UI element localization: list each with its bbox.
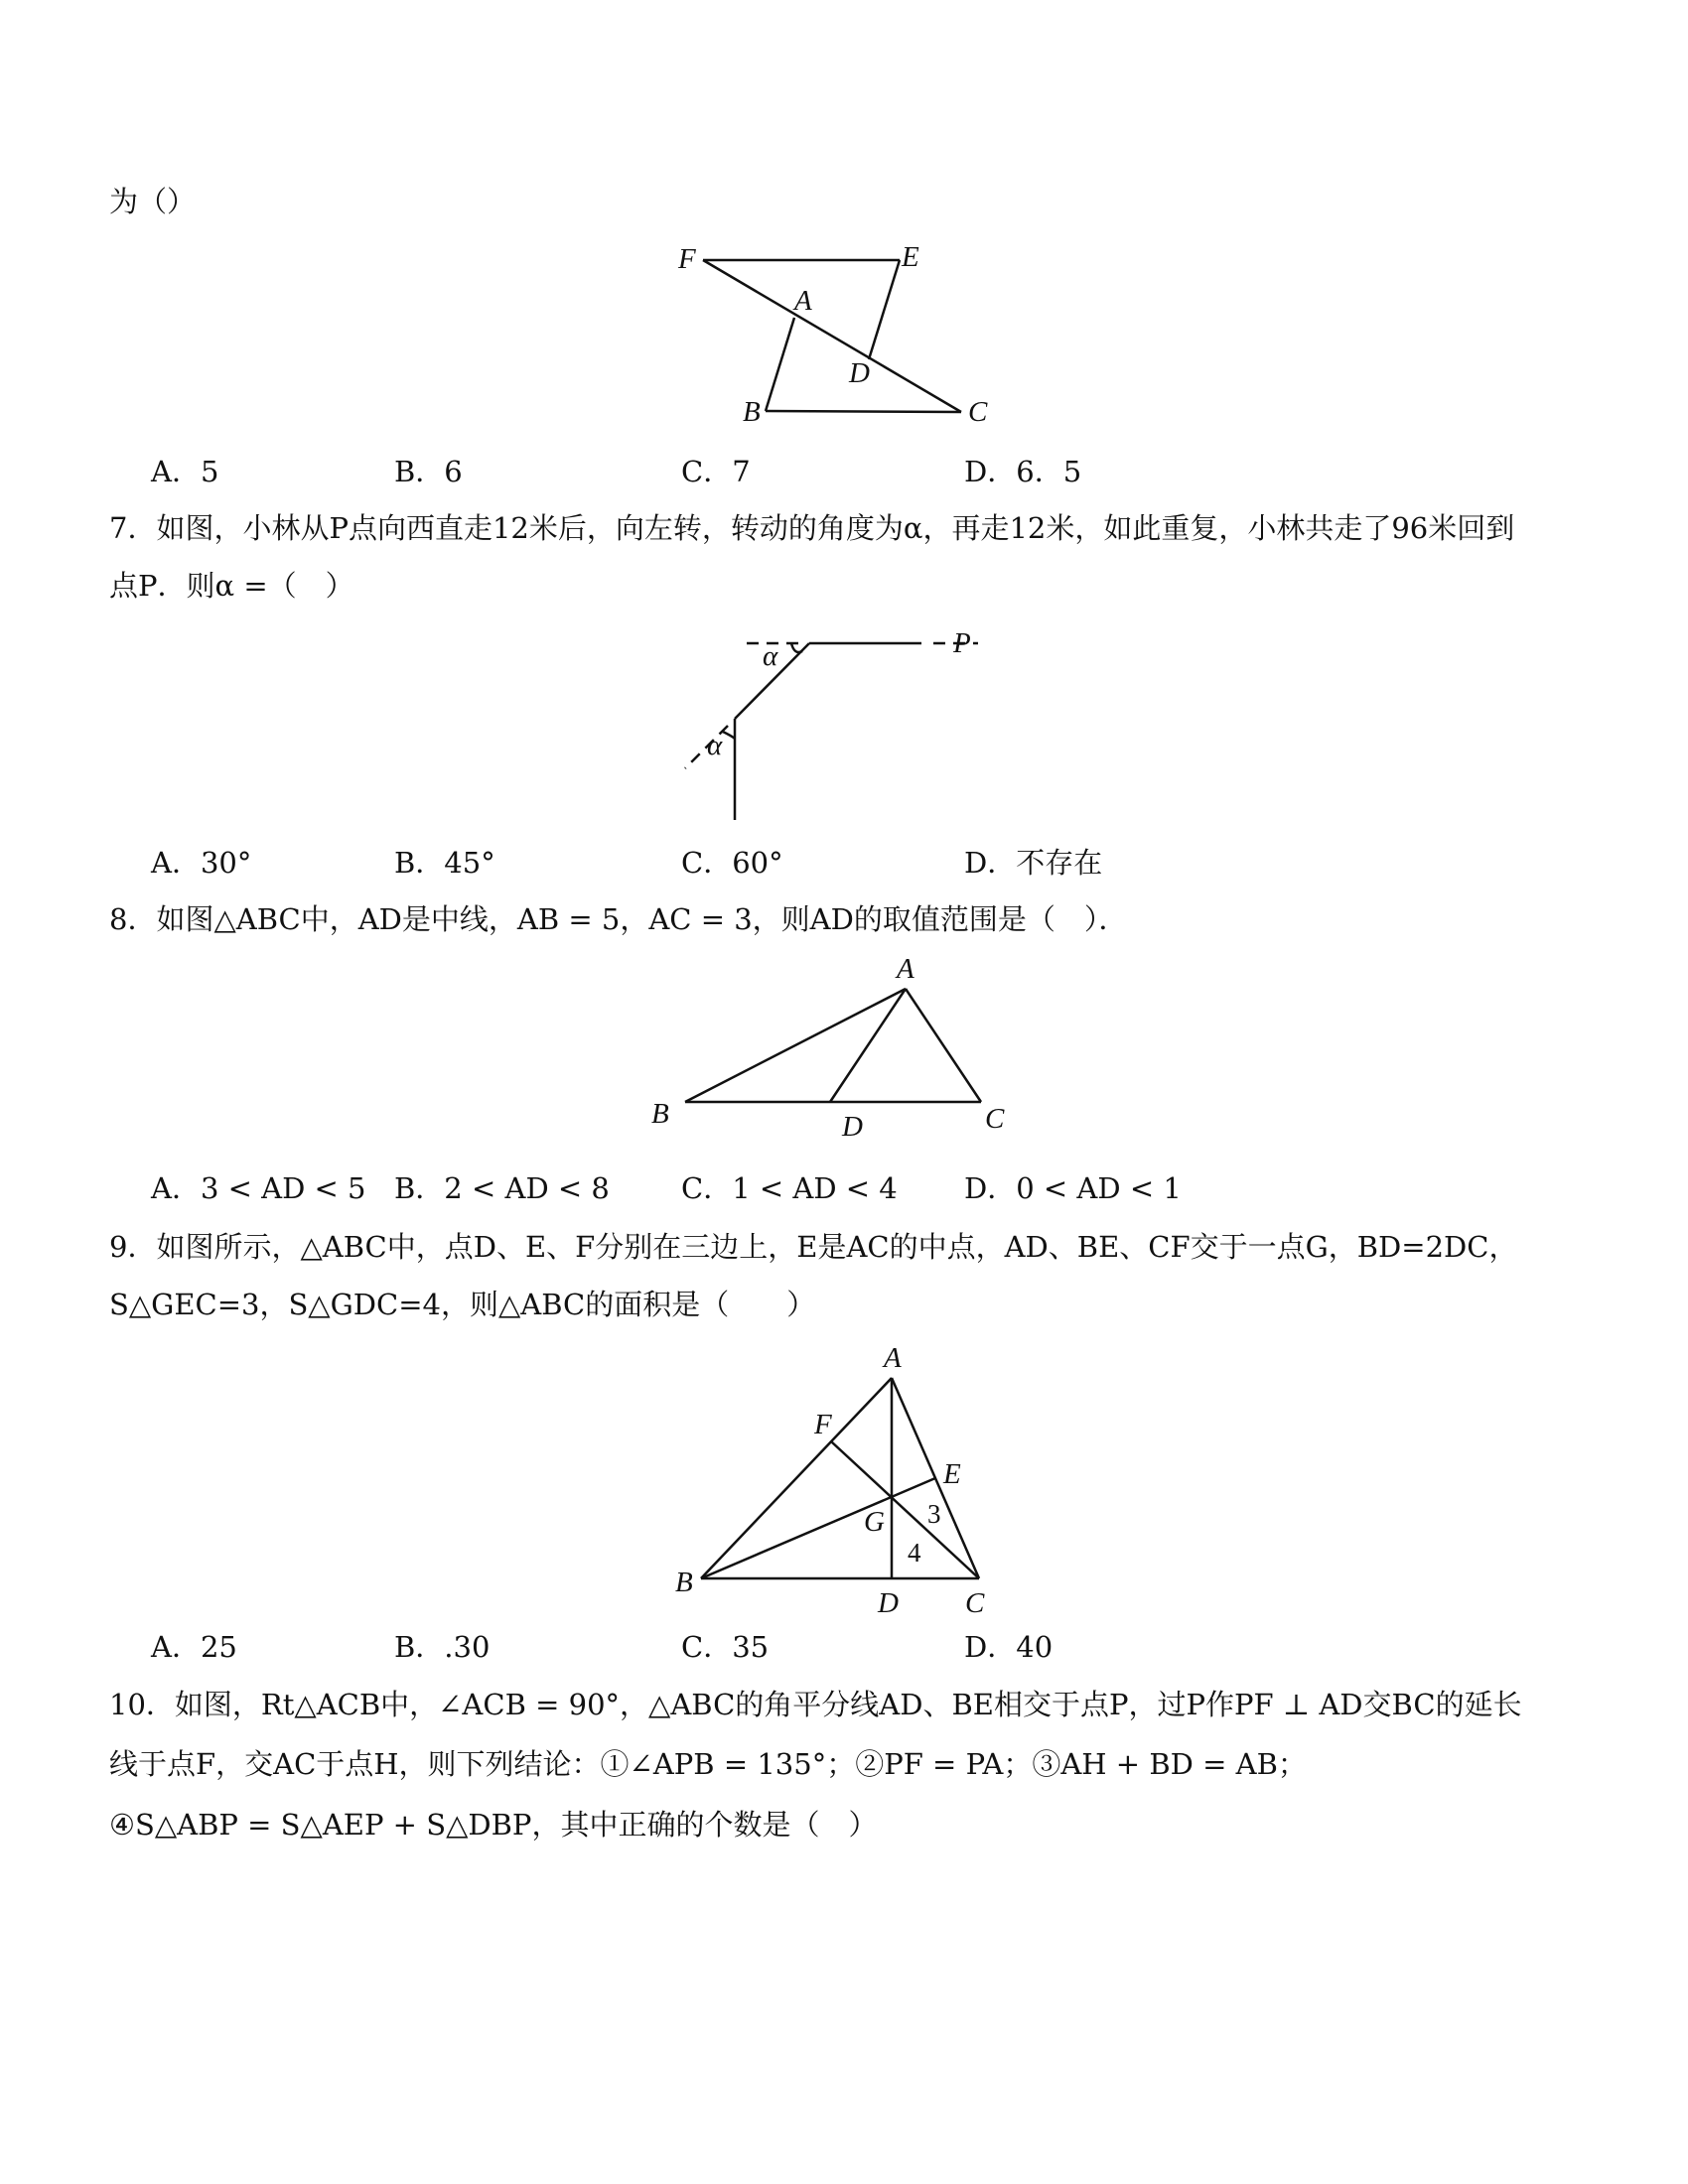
label-a: A bbox=[884, 1342, 902, 1374]
label-a: A bbox=[897, 953, 914, 985]
prev-question-tail: 为（） bbox=[109, 185, 197, 218]
q9-text-line1: 9．如图所示，△ABC中，点D、E、F分别在三边上，E是AC的中点，AD、BE、CF交于一点G，BD=2DC， bbox=[109, 1230, 1518, 1264]
label-d: D bbox=[842, 1111, 863, 1143]
q6-option-b[interactable]: B．6 bbox=[394, 455, 463, 488]
q10-text-line2: 线于点F，交AC于点H，则下列结论：①∠APB = 135°；②PF = PA；③AH + BD = AB； bbox=[109, 1747, 1307, 1781]
q7-option-d[interactable]: D．不存在 bbox=[964, 846, 1103, 880]
q9-option-d[interactable]: D．40 bbox=[964, 1630, 1054, 1664]
area-label-4: 4 bbox=[908, 1538, 921, 1568]
label-d: D bbox=[878, 1587, 899, 1619]
label-g: G bbox=[864, 1506, 885, 1538]
label-b: B bbox=[651, 1098, 669, 1130]
label-b: B bbox=[675, 1567, 693, 1598]
q9-option-a[interactable]: A．25 bbox=[151, 1630, 237, 1664]
label-p: P bbox=[953, 627, 971, 659]
q7-text-line2: 点P．则α =（ ） bbox=[109, 569, 354, 603]
q8-option-d[interactable]: D．0 < AD < 1 bbox=[964, 1171, 1182, 1205]
label-e: E bbox=[902, 241, 919, 273]
label-d: D bbox=[849, 357, 870, 389]
area-label-3: 3 bbox=[927, 1499, 941, 1529]
q8-option-a[interactable]: A．3 < AD < 5 bbox=[151, 1171, 366, 1205]
label-c: C bbox=[985, 1103, 1005, 1135]
q8-text-line1: 8．如图△ABC中，AD是中线，AB = 5，AC = 3，则AD的取值范围是（ ）． bbox=[109, 902, 1128, 936]
label-f: F bbox=[678, 243, 696, 275]
q6-option-c[interactable]: C．7 bbox=[681, 455, 751, 488]
label-c: C bbox=[965, 1587, 985, 1619]
q7-option-c[interactable]: C．60° bbox=[681, 846, 783, 880]
label-b: B bbox=[743, 396, 761, 428]
label-c: C bbox=[968, 396, 988, 428]
q10-text-line3: ④S△ABP = S△AEP + S△DBP，其中正确的个数是（ ） bbox=[109, 1808, 878, 1842]
q7-option-a[interactable]: A．30° bbox=[151, 846, 252, 880]
label-e: E bbox=[943, 1458, 961, 1490]
q8-option-b[interactable]: B．2 < AD < 8 bbox=[394, 1171, 610, 1205]
q7-text-line1: 7．如图，小林从P点向西直走12米后，向左转，转动的角度为α，再走12米，如此重复，小林共走了96米回到 bbox=[109, 511, 1515, 545]
alpha-label-top: α bbox=[763, 640, 778, 672]
q7-option-b[interactable]: B．45° bbox=[394, 846, 495, 880]
q6-option-d[interactable]: D．6．5 bbox=[964, 455, 1082, 488]
alpha-label-bottom: α bbox=[707, 730, 723, 761]
q9-option-c[interactable]: C．35 bbox=[681, 1630, 770, 1664]
segment-be bbox=[701, 1478, 935, 1578]
label-f: F bbox=[814, 1409, 832, 1440]
label-a: A bbox=[794, 285, 812, 317]
q9-text-line2: S△GEC=3，S△GDC=4，则△ABC的面积是（ ） bbox=[109, 1288, 816, 1321]
q6-option-a[interactable]: A．5 bbox=[151, 455, 219, 488]
q8-option-c[interactable]: C．1 < AD < 4 bbox=[681, 1171, 898, 1205]
segment-ab bbox=[701, 1378, 892, 1578]
q9-option-b[interactable]: B．.30 bbox=[394, 1630, 491, 1664]
q10-text-line1: 10．如图，Rt△ACB中，∠ACB = 90°，△ABC的角平分线AD、BE相交于点P，过P作PF ⊥ AD交BC的延长 bbox=[109, 1688, 1522, 1721]
